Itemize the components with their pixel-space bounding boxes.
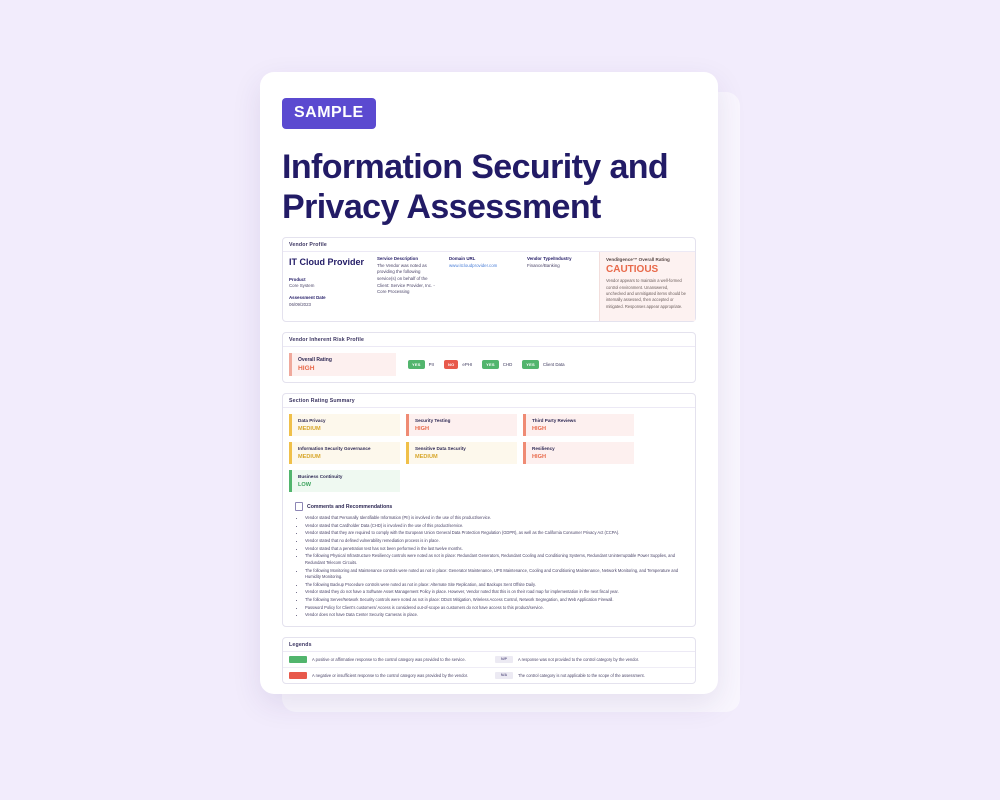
list-item: • The following Physical Infrastructure Resiliency controls were noted as not in place: Redundant Generators, Redundant Cooling and Conditioning Systems, Redundant Uninterruptable Power Supplies, and Redundant Telecom Circuits. (305, 553, 683, 566)
service-description-label: Service Description (377, 256, 418, 262)
list-item: • Password Policy for Client's customers/ Access is considered out-of-scope as customers do not have access to this product/service. (305, 605, 683, 612)
chip-ephi-label: ePHI (462, 362, 473, 368)
rating-card-value: HIGH (532, 454, 546, 461)
list-item: • Vendor stated that a penetration test has not been performed in the last twelve months. (305, 546, 683, 553)
rating-card-resiliency (523, 442, 634, 464)
vendor-name: IT Cloud Provider (289, 257, 365, 268)
rating-card-sensitive-data-security (406, 442, 517, 464)
comments-list (295, 515, 683, 619)
chip-pii-label: PII (428, 362, 434, 368)
list-item: • Vendor stated that Personally Identifiable Information (PII) is involved in the use of this product/service. (305, 515, 683, 522)
legend-text-not-provided: A response was not provided to the control category by the vendor. (518, 656, 640, 662)
service-description-value: The Vendor was noted as providing the following service(s) on behalf of the Client: Service Provider, Inc. - Core Processing (377, 262, 435, 295)
domain-url-label: Domain URL (449, 256, 476, 262)
product-label: Product (289, 276, 306, 282)
chip-chd-label: CHD (502, 362, 513, 368)
rating-card-security-testing (406, 414, 517, 436)
legend-row (283, 667, 695, 683)
rating-card-value: LOW (298, 482, 312, 489)
rating-card-title: Security Testing (415, 418, 451, 424)
list-item: • The following Monitoring and Maintenance controls were noted as not in place: Generator Maintenance, UPS Maintenance, Cooling and Conditioning Maintenance, Network Monitoring, and Temperature and Humidity Monitoring. (305, 568, 683, 581)
inherent-chip-group (408, 360, 571, 369)
rating-card-title: Data Privacy (298, 418, 326, 424)
vendor-type-label: Vendor Type/Industry (527, 256, 572, 262)
rating-card-title: Third Party Reviews (532, 418, 576, 424)
inherent-overall-rating (289, 353, 396, 376)
overall-rating-description: Vendor appears to maintain a well-formed control environment. Unanswered, unchecked and unmitigated items should be internally assessed, then accepted or mitigated. Responses appear appropriate. (606, 278, 686, 309)
rating-card-value: MEDIUM (415, 454, 438, 461)
rating-card-value: HIGH (415, 426, 429, 433)
section-rating-heading: Section Rating Summary (283, 394, 695, 408)
rating-card-title: Business Continuity (298, 474, 343, 480)
list-item: • Vendor stated they do not have a Software Asset Management Policy in place. However, Vendor noted that this is on their road map for implementation in the next fiscal year. (305, 589, 683, 596)
legends-panel (282, 637, 696, 684)
inherent-risk-panel (282, 332, 696, 383)
overall-rating-box (599, 252, 695, 321)
list-item: • Vendor stated that no defined vulnerability remediation process is in place. (305, 538, 683, 545)
legends-heading: Legends (283, 638, 695, 652)
rating-card-business-continuity (289, 470, 400, 492)
chip-ephi-tag: NO (444, 360, 458, 369)
comments-heading-row (295, 502, 683, 511)
overall-rating-value: CAUTIOUS (606, 264, 659, 276)
legend-text-negative: A negative or insufficient response to the control category was provided by the vendor. (312, 672, 469, 678)
section-rating-panel (282, 393, 696, 627)
chip-pii-tag: YES (408, 360, 425, 369)
rating-card-title: Sensitive Data Security (415, 446, 466, 452)
vendor-profile-panel (282, 237, 696, 322)
rating-card-value: HIGH (532, 426, 546, 433)
rating-card-value: MEDIUM (298, 426, 321, 433)
assessment-date-value: 06/09/2023 (289, 301, 311, 307)
sample-badge: SAMPLE (282, 98, 376, 129)
list-item: • Vendor stated that they are required to comply with the European Union General Data Protection Regulation (GDPR), as well as the California Consumer Privacy Act (CCPA). (305, 530, 683, 537)
comments-heading: Comments and Recommendations (307, 503, 393, 510)
legend-text-not-applicable: The control category is not applicable to the scope of the assessment. (518, 672, 645, 678)
domain-url-link[interactable]: www.itcloudprovider.com (449, 262, 498, 268)
rating-card-title: Information Security Governance (298, 446, 371, 452)
note-icon (295, 502, 303, 511)
product-value: Core System (289, 283, 315, 289)
chip-client-data-tag: YES (522, 360, 539, 369)
list-item: • The following Server/Network Security controls were noted as not in place: DDoS Mitigation, Wireless Access Control, Network Segregation, and Web Application Firewall. (305, 597, 683, 604)
rating-card-third-party-reviews (523, 414, 634, 436)
overall-rating-label: VendiIgence™ Overall Rating (606, 257, 670, 263)
vendor-type-value: Finance/Banking (527, 262, 560, 268)
vendor-profile-heading: Vendor Profile (283, 238, 695, 252)
list-item: • Vendor does not have Data Center Security Cameras in place. (305, 612, 683, 619)
assessment-date-label: Assessment Date (289, 294, 326, 300)
rating-card-data-privacy (289, 414, 400, 436)
list-item: • Vendor stated that Cardholder Data (CHD) is involved in the use of this product/service. (305, 523, 683, 530)
legend-swatch-not-applicable: N/A (495, 672, 513, 679)
list-item: • The following Backup Procedure controls were noted as not in place: Alternate Site Replication, and Backups Sent Offsite Daily. (305, 582, 683, 589)
page-title: Information Security and Privacy Assessment (282, 148, 669, 227)
inherent-risk-heading: Vendor Inherent Risk Profile (283, 333, 695, 347)
legend-row (283, 652, 695, 667)
assessment-document (260, 72, 718, 694)
legend-swatch-negative (289, 672, 307, 679)
rating-card-infosec-governance (289, 442, 400, 464)
legend-swatch-not-provided: N/P (495, 656, 513, 663)
inherent-overall-value: HIGH (298, 365, 315, 373)
legend-swatch-positive (289, 656, 307, 663)
legend-text-positive: A positive or affirmative response to the control category was provided to the service. (312, 656, 466, 662)
chip-chd-tag: YES (482, 360, 499, 369)
inherent-overall-label: Overall Rating (298, 357, 332, 364)
chip-client-data-label: Client Data (542, 362, 565, 368)
comments-section (289, 502, 689, 619)
rating-card-value: MEDIUM (298, 454, 321, 461)
rating-card-title: Resiliency (532, 446, 555, 452)
